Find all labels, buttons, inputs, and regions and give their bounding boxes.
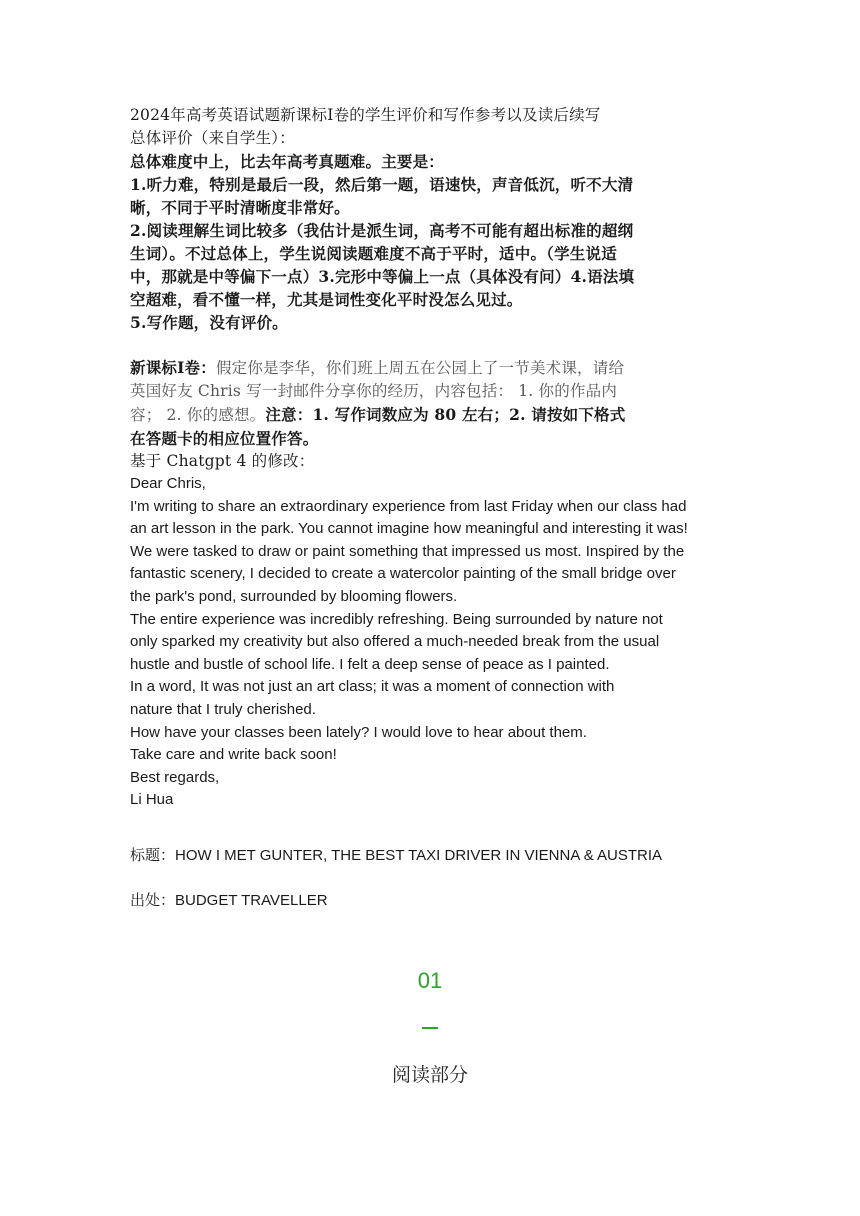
sample-letter [130, 473, 730, 812]
document-title: 2024年高考英语试题新课标Ⅰ卷的学生评价和写作参考以及读后续写 [130, 106, 601, 124]
eval-line: 总体难度中上，比去年高考真题难。主要是： [130, 152, 445, 171]
letter-line: hustle and bustle of school life. I felt a deep sense of peace as I painted. [130, 655, 610, 673]
article-source [130, 890, 730, 912]
eval-line: 2.阅读理解生词比较多（我估计是派生词，高考不可能有超出标准的超纲 [130, 221, 634, 240]
prompt-label: 新课标Ⅰ卷： [130, 358, 216, 377]
evaluation-block [130, 104, 730, 334]
letter-line: We were tasked to draw or paint something that impressed us most. Inspired by the [130, 542, 685, 560]
section-number: 01 [417, 968, 443, 993]
eval-header: 总体评价（来自学生）： [130, 129, 295, 147]
eval-line: 生词）。不过总体上，学生说阅读题难度不高于平时，适中。（学生说适 [130, 244, 617, 263]
letter-line: fantastic scenery, I decided to create a watercolor painting of the small bridge over [130, 565, 676, 583]
article-title-text: HOW I MET GUNTER, THE BEST TAXI DRIVER IN VIENNA & AUSTRIA [175, 846, 663, 864]
eval-line: 晰，不同于平时清晰度非常好。 [130, 198, 350, 217]
article-source-text: BUDGET TRAVELLER [175, 891, 328, 909]
article-title [130, 845, 730, 867]
letter-signature: Li Hua [130, 791, 174, 809]
eval-line: 1.听力难，特别是最后一段，然后第一题，语速快，声音低沉，听不大清 [130, 175, 634, 194]
letter-line: How have your classes been lately? I would love to hear about them. [130, 723, 587, 741]
prompt-note: 在答题卡的相应位置作答。 [130, 429, 319, 448]
letter-line: an art lesson in the park. You cannot imagine how meaningful and interesting it was! [130, 520, 688, 538]
prompt-text: 假定你是李华，你们班上周五在公园上了一节美术课，请给 [215, 359, 625, 377]
eval-line: 空超难，看不懂一样，尤其是词性变化平时没怎么见过。 [130, 290, 523, 309]
revision-note: 基于 Chatgpt 4 的修改： [130, 452, 315, 470]
letter-line: only sparked my creativity but also offered a much-needed break from the usual [130, 633, 660, 651]
writing-prompt [130, 356, 730, 473]
letter-line: the park's pond, surrounded by blooming flowers. [130, 587, 458, 605]
eval-line: 5.写作题，没有评价。 [130, 313, 288, 332]
letter-greeting: Dear Chris, [130, 475, 206, 492]
article-title-label: 标题： [130, 846, 176, 864]
prompt-note: 注意：1. 写作词数应为 80 左右；2. 请按如下格式 [265, 405, 626, 424]
letter-line: Take care and write back soon! [130, 746, 337, 764]
letter-line: Best regards, [130, 768, 220, 786]
prompt-text: 英国好友 Chris 写一封邮件分享你的经历，内容包括： 1. 你的作品内 [130, 382, 618, 400]
letter-line: In a word, It was not just an art class; it was a moment of connection with [130, 678, 615, 696]
letter-line: The entire experience was incredibly refreshing. Being surrounded by nature not [130, 610, 663, 628]
letter-line: I'm writing to share an extraordinary experience from last Friday when our class had [130, 497, 687, 515]
section-title: 阅读部分 [391, 1064, 468, 1086]
article-source-label: 出处： [130, 891, 176, 909]
section-divider [422, 1027, 438, 1029]
eval-line: 中，那就是中等偏下一点）3.完形中等偏上一点（具体没有问）4.语法填 [130, 267, 635, 286]
letter-line: nature that I truly cherished. [130, 700, 316, 718]
document-body [130, 104, 730, 912]
prompt-text: 容； 2. 你的感想。 [130, 406, 266, 424]
